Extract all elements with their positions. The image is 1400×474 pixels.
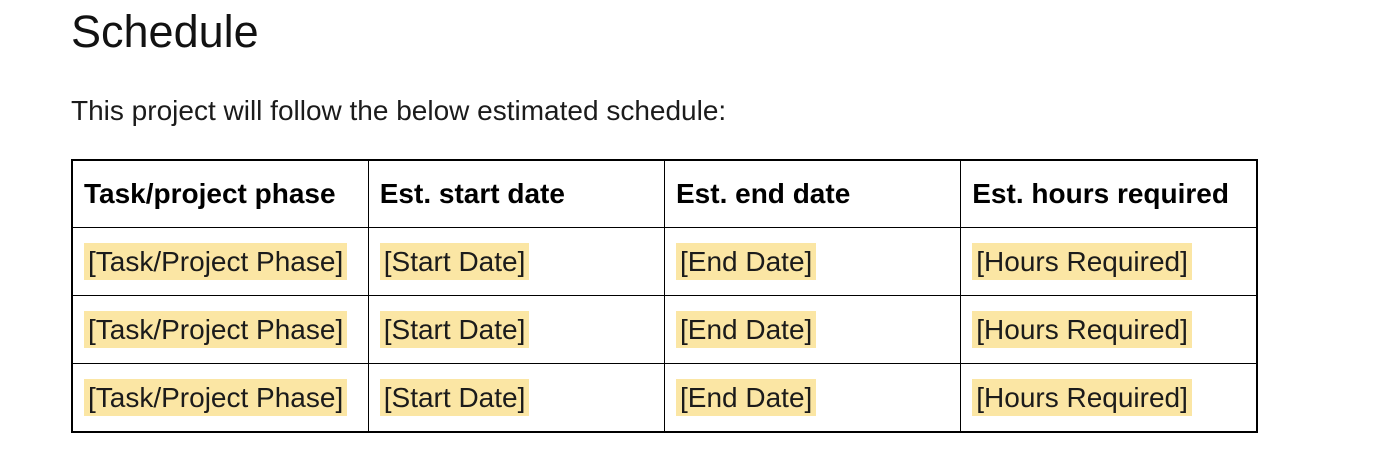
intro-text: This project will follow the below estimated schedule:	[71, 94, 727, 126]
table-cell-start-date	[368, 363, 664, 432]
placeholder-highlight: [End Date]	[676, 379, 816, 416]
table-cell-end-date	[665, 363, 961, 432]
table-cell-start-date	[368, 295, 664, 363]
placeholder-highlight: [Hours Required]	[972, 311, 1192, 348]
placeholder-highlight: [Start Date]	[380, 311, 530, 348]
placeholder-highlight: [Hours Required]	[972, 243, 1192, 280]
table-cell-hours-required	[961, 363, 1257, 432]
header-cell-end-date: Est. end date	[665, 160, 961, 228]
table-cell-end-date	[665, 295, 961, 363]
header-cell-start-date: Est. start date	[368, 160, 664, 228]
table-cell-end-date	[665, 227, 961, 295]
table-cell-task-phase	[72, 295, 368, 363]
page-title: Schedule	[71, 6, 259, 57]
header-cell-hours-required: Est. hours required	[961, 160, 1257, 228]
table-cell-start-date	[368, 227, 664, 295]
table-row	[72, 295, 1257, 363]
placeholder-highlight: [End Date]	[676, 243, 816, 280]
placeholder-highlight: [Task/Project Phase]	[84, 311, 347, 348]
table-cell-task-phase	[72, 363, 368, 432]
table-cell-hours-required	[961, 295, 1257, 363]
table-row	[72, 363, 1257, 432]
placeholder-highlight: [Hours Required]	[972, 379, 1192, 416]
placeholder-highlight: [Task/Project Phase]	[84, 243, 347, 280]
header-cell-task-phase: Task/project phase	[72, 160, 368, 228]
table-row	[72, 227, 1257, 295]
placeholder-highlight: [Task/Project Phase]	[84, 379, 347, 416]
placeholder-highlight: [End Date]	[676, 311, 816, 348]
table-header-row	[72, 160, 1257, 228]
table-cell-hours-required	[961, 227, 1257, 295]
placeholder-highlight: [Start Date]	[380, 243, 530, 280]
placeholder-highlight: [Start Date]	[380, 379, 530, 416]
schedule-table	[71, 159, 1258, 433]
table-cell-task-phase	[72, 227, 368, 295]
